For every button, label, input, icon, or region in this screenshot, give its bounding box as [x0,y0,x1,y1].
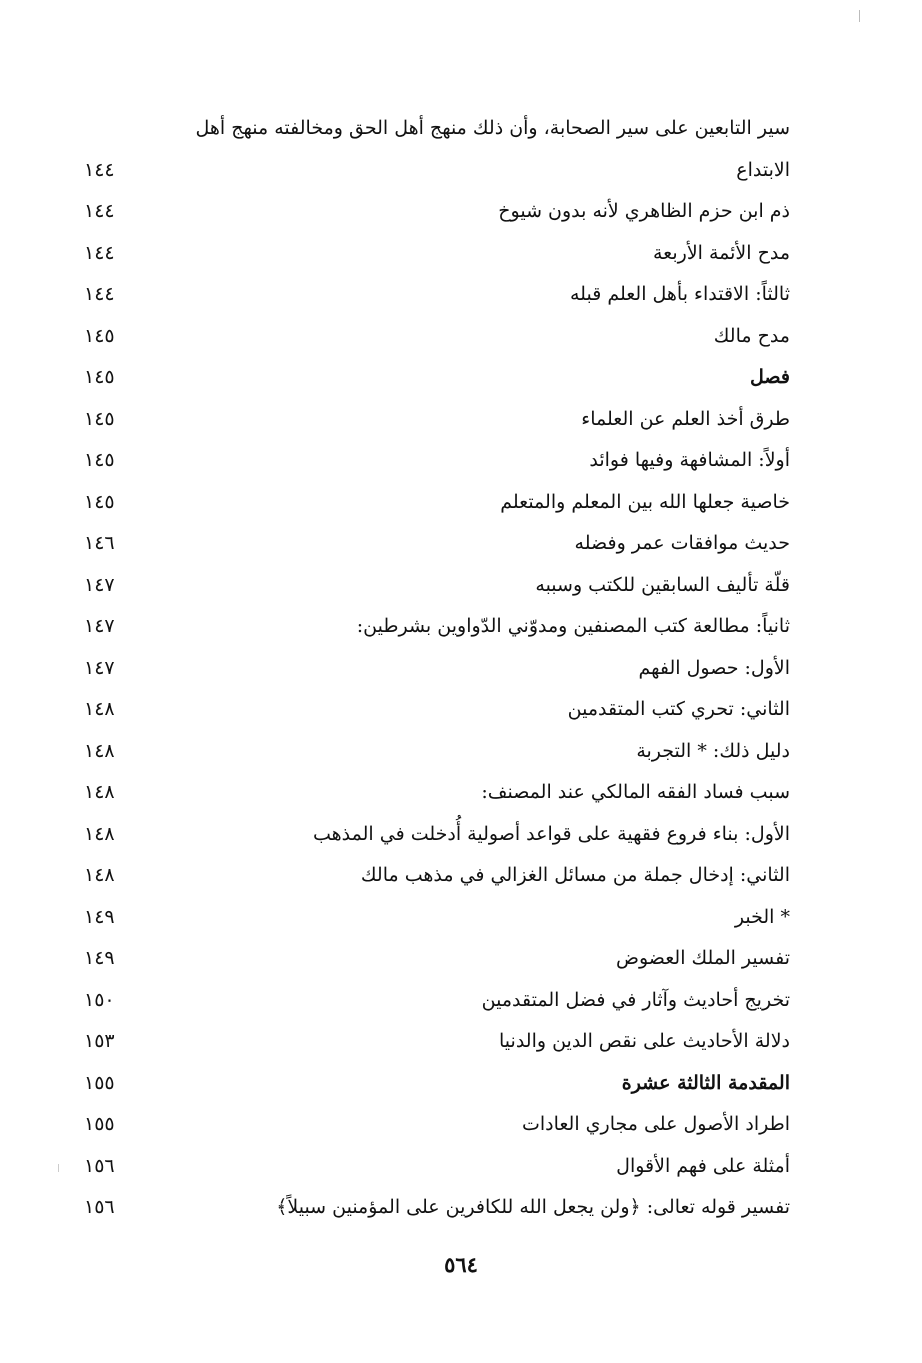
toc-entry-title: ذم ابن حزم الظاهري لأنه بدون شيوخ [498,200,790,222]
toc-entry-page: ١٤٥ [84,449,115,471]
toc-entry-title: مدح الأئمة الأربعة [653,241,790,264]
toc-entry [0,191,922,233]
toc-entry-title: تفسير قوله تعالى: ﴿ولن يجعل الله للكافرين على المؤمنين سبيلاً﴾ [276,1196,790,1218]
toc-entry [0,980,922,1022]
toc-entry-page: ١٤٧ [84,573,115,596]
toc-entry-page: ١٤٤ [84,158,115,181]
toc-entry-title: أمثلة على فهم الأقوال [616,1154,790,1177]
toc-entry-page: ١٤٩ [84,905,115,928]
toc-entry-page: ١٤٥ [84,407,115,430]
toc-entry [0,689,922,731]
toc-entry-title: اطراد الأصول على مجاري العادات [521,1113,790,1135]
toc-entry-page: ١٤٥ [84,490,115,513]
toc-entry [0,1063,922,1105]
toc-entry-page: ١٥٠ [84,988,115,1011]
toc-entry [0,938,922,980]
scan-mark [859,10,860,22]
toc-entry-title: الثاني: إدخال جملة من مسائل الغزالي في مذهب مالك [360,864,790,886]
table-of-contents [0,108,922,1229]
toc-entry [0,731,922,773]
toc-entry [0,606,922,648]
toc-entry-page: ١٥٥ [84,1113,115,1135]
toc-entry-title: دلالة الأحاديث على نقص الدين والدنيا [499,1030,790,1052]
toc-entry-title: تفسير الملك العضوض [616,947,790,969]
toc-entry [0,855,922,897]
toc-entry [0,648,922,690]
toc-entry-page: ١٤٨ [84,739,115,762]
toc-entry [0,897,922,939]
toc-entry-page: ١٥٥ [84,1071,115,1094]
page-number: ٥٦٤ [444,1252,478,1277]
toc-entry [0,108,922,150]
toc-entry [0,233,922,275]
toc-entry-page: ١٤٧ [84,656,115,679]
toc-entry-title: دليل ذلك: * التجربة [636,739,790,762]
toc-entry-title: تخريج أحاديث وآثار في فضل المتقدمين [481,988,790,1011]
toc-entry-page: ١٥٣ [84,1030,115,1052]
toc-entry-title: الابتداع [736,158,790,181]
toc-entry-title: سير التابعين على سير الصحابة، وأن ذلك منهج أهل الحق ومخالفته منهج أهل [195,117,790,139]
toc-entry [0,814,922,856]
toc-entry-page: ١٤٤ [84,283,115,305]
toc-entry-page: ١٥٦ [84,1154,115,1177]
toc-entry-title: طرق أخذ العلم عن العلماء [581,407,790,430]
toc-entry-page: ١٤٤ [84,241,115,264]
toc-entry-title: ثانياً: مطالعة كتب المصنفين ومدوّني الدّواوين بشرطين: [356,615,790,637]
toc-entry [0,1187,922,1229]
toc-entry [0,523,922,565]
toc-entry [0,1146,922,1188]
toc-entry-page: ١٤٧ [84,615,115,637]
toc-entry-page: ١٤٥ [84,366,115,388]
toc-entry-title: مدح مالك [713,324,790,347]
toc-entry-page: ١٤٨ [84,864,115,886]
toc-entry-title: * الخبر [734,905,790,928]
toc-entry [0,399,922,441]
toc-entry [0,357,922,399]
toc-entry [0,1104,922,1146]
toc-entry [0,274,922,316]
toc-entry-title: الأول: بناء فروع فقهية على قواعد أصولية أُدخلت في المذهب [313,822,790,845]
toc-entry [0,482,922,524]
toc-entry-page: ١٤٨ [84,781,115,803]
toc-entry-page: ١٤٨ [84,698,115,720]
toc-entry [0,440,922,482]
toc-entry [0,150,922,192]
toc-entry-page: ١٤٥ [84,324,115,347]
toc-entry-title: خاصية جعلها الله بين المعلم والمتعلم [500,490,790,513]
toc-entry-title: ثالثاً: الاقتداء بأهل العلم قبله [569,283,790,305]
toc-entry-title: فصل [750,366,790,388]
toc-entry-page: ١٤٦ [84,532,115,554]
toc-entry [0,316,922,358]
toc-entry-page: ١٤٨ [84,822,115,845]
toc-entry [0,565,922,607]
toc-entry-title: أولاً: المشافهة وفيها فوائد [589,449,790,471]
toc-entry-title: المقدمة الثالثة عشرة [621,1071,790,1094]
toc-entry-page: ١٤٤ [84,200,115,222]
toc-entry [0,772,922,814]
toc-entry-page: ١٥٦ [84,1196,115,1218]
toc-entry-title: سبب فساد الفقه المالكي عند المصنف: [481,781,790,803]
toc-entry-title: حديث موافقات عمر وفضله [574,532,790,554]
toc-entry-title: قلّة تأليف السابقين للكتب وسببه [535,573,790,596]
toc-entry [0,1021,922,1063]
toc-entry-title: الأول: حصول الفهم [638,656,790,679]
toc-entry-title: الثاني: تحري كتب المتقدمين [567,698,790,720]
toc-entry-page: ١٤٩ [84,947,115,969]
